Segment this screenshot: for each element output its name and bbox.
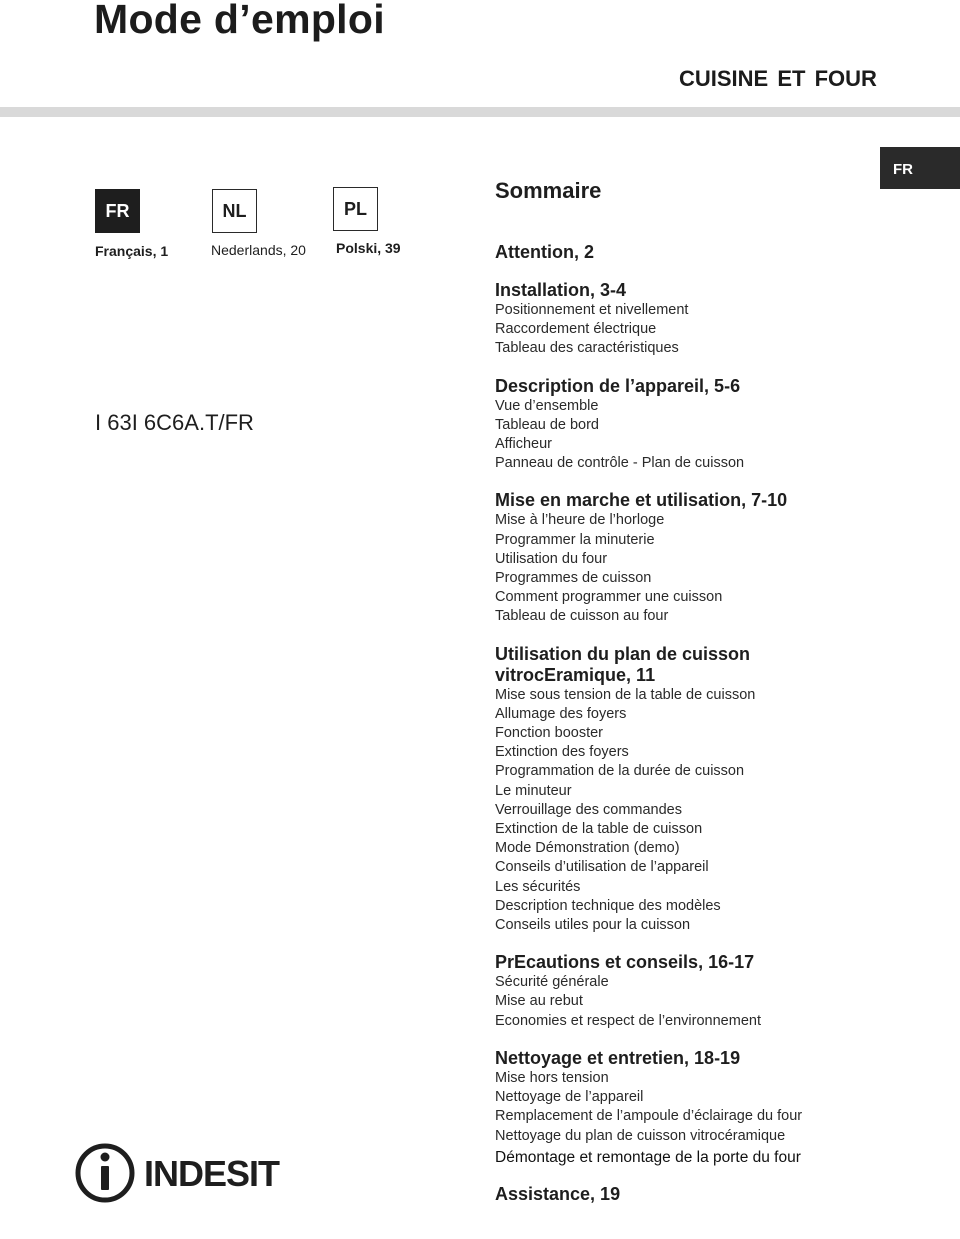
toc-item[interactable]: Afficheur (495, 436, 552, 453)
language-tab[interactable] (880, 147, 960, 189)
header-divider (0, 107, 960, 117)
toc-item[interactable]: Comment programmer une cuisson (495, 589, 723, 606)
table-of-contents (495, 242, 935, 1222)
lang-button-nl[interactable]: NL (212, 189, 257, 233)
toc-item[interactable]: Nettoyage du plan de cuisson vitrocéramique (495, 1127, 786, 1144)
toc-section (495, 1184, 935, 1205)
toc-item[interactable]: Verrouillage des commandes (495, 801, 682, 818)
toc-section-title-line2[interactable]: vitrocEramique, 11 (495, 664, 656, 685)
toc-item[interactable]: Démontage et remontage de la porte du four (495, 1148, 801, 1166)
logo-stem (101, 1166, 109, 1190)
toc-item[interactable]: Mode Démonstration (demo) (495, 840, 680, 857)
lang-button-pl[interactable]: PL (333, 187, 378, 231)
toc-section-title[interactable]: Installation, 3-4 (495, 280, 627, 300)
toc-item[interactable]: Vue d’ensemble (495, 397, 599, 414)
toc-item[interactable]: Programmer la minuterie (495, 531, 655, 548)
brand-logo (74, 1142, 314, 1204)
lang-caption-pl: Polski, 39 (336, 240, 401, 256)
toc-item[interactable]: Conseils d’utilisation de l’appareil (495, 859, 709, 876)
toc-item[interactable]: Raccordement électrique (495, 321, 657, 338)
lang-button-fr[interactable]: FR (95, 189, 140, 233)
language-tab-label: FR (893, 161, 913, 178)
toc-item[interactable]: Extinction des foyers (495, 744, 629, 761)
toc-section (495, 280, 935, 359)
document-title: Mode d’emploi (94, 0, 385, 42)
toc-item[interactable]: Fonction booster (495, 725, 604, 742)
toc-item[interactable]: Le minuteur (495, 782, 572, 799)
document-subtitle: CUISINE ET FOUR (679, 66, 877, 91)
toc-item[interactable]: Programmation de la durée de cuisson (495, 763, 745, 780)
toc-item[interactable]: Mise à l’heure de l’horloge (495, 512, 665, 529)
logo-wordmark: INDESIT (144, 1153, 280, 1194)
toc-section-title[interactable]: Attention, 2 (495, 242, 594, 262)
lang-caption-fr: Français, 1 (95, 243, 169, 259)
toc-section (495, 644, 935, 936)
lang-caption-nl: Nederlands, 20 (211, 242, 306, 258)
toc-item[interactable]: Utilisation du four (495, 550, 608, 567)
toc-item[interactable]: Extinction de la table de cuisson (495, 821, 703, 838)
model-number: I 63I 6C6A.T/FR (95, 410, 254, 435)
logo-dot (101, 1153, 110, 1162)
toc-item[interactable]: Remplacement de l’ampoule d’éclairage du four (495, 1108, 803, 1125)
toc-item[interactable]: Panneau de contrôle - Plan de cuisson (495, 455, 745, 472)
toc-item[interactable]: Mise au rebut (495, 993, 583, 1010)
toc-item[interactable]: Economies et respect de l’environnement (495, 1012, 761, 1029)
toc-item[interactable]: Tableau des caractéristiques (495, 340, 679, 357)
toc-item[interactable]: Mise hors tension (495, 1069, 609, 1086)
toc-section (495, 242, 935, 263)
toc-section (495, 1048, 935, 1167)
toc-item[interactable]: Description technique des modèles (495, 897, 721, 914)
toc-item[interactable]: Mise sous tension de la table de cuisson (495, 686, 756, 703)
toc-section-title[interactable]: Description de l’appareil, 5-6 (495, 375, 741, 396)
toc-item[interactable]: Nettoyage de l’appareil (495, 1089, 644, 1106)
toc-item[interactable]: Sécurité générale (495, 974, 609, 991)
toc-item[interactable]: Programmes de cuisson (495, 570, 652, 587)
toc-section-title[interactable]: PrEcautions et conseils, 16-17 (495, 952, 755, 973)
toc-section-title[interactable]: Utilisation du plan de cuisson (495, 643, 751, 664)
toc-section (495, 490, 935, 626)
toc-section (495, 376, 935, 474)
toc-section-title[interactable]: Nettoyage et entretien, 18-19 (495, 1047, 741, 1068)
toc-section (495, 952, 935, 1031)
toc-title: Sommaire (495, 178, 602, 203)
toc-item[interactable]: Positionnement et nivellement (495, 302, 689, 318)
toc-item[interactable]: Les sécurités (495, 878, 581, 895)
toc-section-title[interactable]: Mise en marche et utilisation, 7-10 (495, 490, 788, 511)
toc-item[interactable]: Tableau de bord (495, 416, 599, 433)
toc-item[interactable]: Allumage des foyers (495, 705, 627, 722)
toc-item[interactable]: Tableau de cuisson au four (495, 608, 669, 625)
toc-section-title[interactable]: Assistance, 19 (495, 1183, 621, 1204)
toc-item[interactable]: Conseils utiles pour la cuisson (495, 917, 691, 934)
